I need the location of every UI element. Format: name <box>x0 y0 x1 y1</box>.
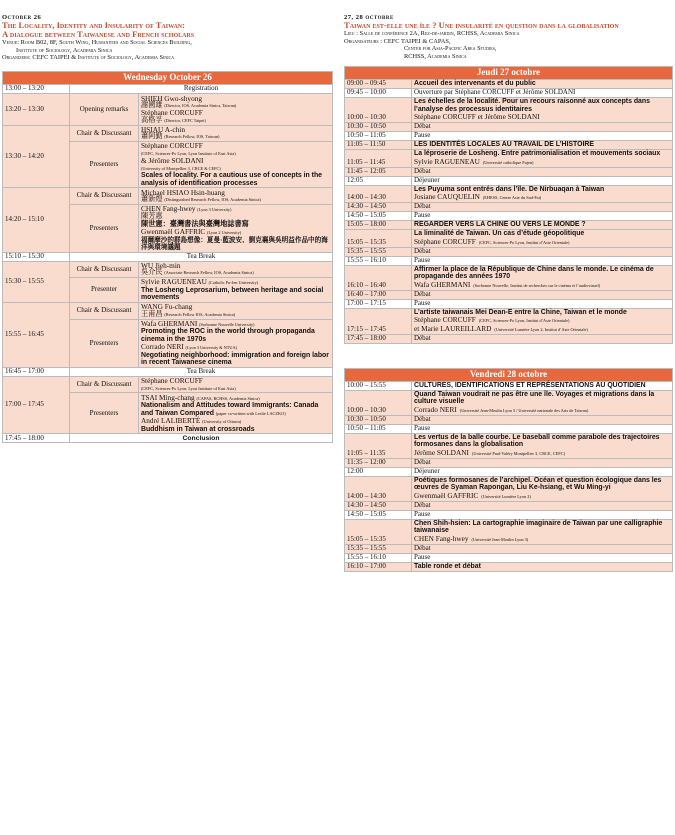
speaker-cell <box>139 303 333 319</box>
schedule-row <box>345 212 673 221</box>
schedule-row <box>345 467 673 476</box>
session-title: Table ronde et débat <box>414 562 481 570</box>
speaker-name: Corrado NERI <box>414 404 457 414</box>
speaker-line <box>414 492 670 500</box>
session-cell <box>412 221 673 230</box>
schedule-row <box>345 458 673 467</box>
speaker-affiliation: (CEFC, Sciences-Po Lyon, Institut d’Asie Orientale) <box>478 239 570 245</box>
schedule-row <box>345 167 673 176</box>
time-cell: 10:00 – 15:55 <box>345 381 412 390</box>
right-date: 27, 28 octobre <box>344 14 394 21</box>
right-organizers-line2: Center for Asia-Pacific Area Studies, <box>404 45 497 53</box>
talk-title: Scales of locality. For a cautious use of concepts in the analysis of identification processes <box>141 172 322 187</box>
speaker-affiliation: (Lyon 3 University) <box>197 207 232 213</box>
role-label: Opening remarks <box>70 94 139 126</box>
speaker-affiliation: (CEFC, Sciences-Po Lyon, Lyon Institute of East Asia) <box>141 385 236 391</box>
time-cell: 12:00 <box>345 467 412 476</box>
session-label: Débat <box>414 457 431 466</box>
time-cell: 11:05 – 11:45 <box>345 150 412 168</box>
time-cell: 11:05 – 11:50 <box>345 140 412 149</box>
speaker-name: SHIEH Gwo-shyong <box>141 93 203 103</box>
session-cell <box>412 150 673 168</box>
session-cell <box>412 415 673 424</box>
time-cell: 14:50 – 15:05 <box>345 510 412 519</box>
schedule-row <box>345 79 673 88</box>
session-cell <box>412 544 673 553</box>
speaker-affiliation: (EHESS, Centre Asie du Sud-Est) <box>482 195 542 201</box>
break-label: Tea Break <box>70 367 333 376</box>
schedule-row <box>345 334 673 343</box>
speaker-chinese-name: 吳介民 <box>141 268 163 277</box>
registration-label: Registration <box>70 85 333 94</box>
session-title: Quand Taiwan voudrait ne pas être une île. Voyages et migrations dans la culture visuelle <box>414 390 655 406</box>
time-cell: 10:00 – 10:30 <box>345 97 412 122</box>
jeudi-rows <box>345 79 673 343</box>
speaker-name: Stéphane CORCUFF <box>141 141 203 151</box>
speaker-cell <box>139 376 333 392</box>
session-cell <box>412 167 673 176</box>
time-cell: 15:05 – 15:35 <box>345 230 412 248</box>
time-cell: 15:55 – 16:45 <box>3 303 70 368</box>
session-title: LES IDENTITÉS LOCALES AU TRAVAIL DE L’HISTOIRE <box>414 141 594 149</box>
speaker-name: et Marie LAUREILLARD <box>414 323 492 333</box>
speaker-line <box>414 535 670 543</box>
session-title: Chen Shih-hsien: La cartographie imaginaire de Taiwan par une calligraphie taiwanaise <box>414 519 663 535</box>
time-cell: 10:50 – 11:05 <box>345 424 412 433</box>
speaker-affiliation: (University of Montpellier 3, CRCE & CEFC) <box>141 165 221 171</box>
speaker-affiliation: (Distinguished Research Fellow, IOS, Academia Sinica) <box>164 197 261 203</box>
time-cell: 11:45 – 12:05 <box>345 167 412 176</box>
conclusion-label: Conclusion <box>70 434 333 443</box>
speaker-line <box>414 449 670 457</box>
time-cell: 16:45 – 17:00 <box>3 367 70 376</box>
speaker-cell <box>139 188 333 204</box>
speaker-name: Stéphane CORCUFF <box>141 376 203 386</box>
speaker-line <box>414 113 670 121</box>
speaker-name: WU Jieh-min <box>141 261 181 271</box>
session-cell <box>412 290 673 299</box>
speaker-name: Jérôme SOLDANI <box>414 447 469 457</box>
speaker-line <box>414 325 670 333</box>
time-cell: 12:05 <box>345 176 412 185</box>
session-title: La liminalité de Taiwan. Un cas d’étude géopolitique <box>414 230 585 238</box>
left-title-line1: The Locality, Identity and Insularity of Taiwan: <box>2 20 185 30</box>
time-cell: 11:35 – 12:00 <box>345 458 412 467</box>
presentation-cell <box>139 142 333 188</box>
speaker-name: Sylvie RAGUENEAU <box>414 156 480 166</box>
speaker-name: Sylvie RAGUENEAU <box>141 277 207 287</box>
time-cell: 16:40 – 17:00 <box>345 290 412 299</box>
time-cell: 17:00 – 17:45 <box>3 376 70 433</box>
schedule-row <box>345 381 673 390</box>
role-label: Presenters <box>70 319 139 367</box>
speaker-chinese-name: 陳芳惠 <box>141 212 163 221</box>
speaker-chinese-name: 王甫昌 <box>141 309 163 318</box>
session-label: Pause <box>414 298 431 307</box>
session-cell <box>412 88 673 97</box>
speaker-name: Corrado NERI <box>141 342 184 352</box>
session-cell <box>412 79 673 88</box>
talk-title: Promoting the ROC in the world through propaganda cinema in the 1970s <box>141 328 315 343</box>
session-title: Affirmer la place de la République de Chine dans le monde. Le cinéma de propagande des années 1970 <box>414 265 654 281</box>
time-cell: 16:10 – 17:00 <box>345 562 412 571</box>
time-cell: 10:00 – 10:30 <box>345 390 412 415</box>
session-label: Débat <box>414 500 431 509</box>
session-cell <box>412 203 673 212</box>
speaker-name: WANG Fu-chang <box>141 302 193 312</box>
session-title: L’artiste taiwanais Mei Dean-E entre la Chine, Taiwan et le monde <box>414 308 627 316</box>
speaker-chinese-name: 高格孚 <box>141 115 163 124</box>
schedule-row <box>345 256 673 265</box>
schedule-row <box>345 203 673 212</box>
speaker-affiliation: (CAPAS, RCHSS, Academia Sinica) <box>196 395 260 401</box>
schedule-row <box>345 122 673 131</box>
time-cell: 13:20 – 13:30 <box>3 94 70 126</box>
session-cell <box>412 185 673 203</box>
session-cell <box>412 97 673 122</box>
time-cell: 14:20 – 15:10 <box>3 188 70 252</box>
schedule-row <box>345 553 673 562</box>
session-label: Pause <box>414 131 431 140</box>
session-cell <box>412 553 673 562</box>
session-label: Déjeuner <box>414 466 440 475</box>
session-cell <box>412 308 673 334</box>
time-cell: 17:45 – 18:00 <box>3 434 70 443</box>
time-cell: 11:05 – 11:35 <box>345 433 412 458</box>
role-label: Presenters <box>70 204 139 252</box>
right-organizers-line3: RCHSS, Academia Sinica <box>404 53 467 61</box>
schedule-row <box>345 562 673 571</box>
speaker-name: Stéphane CORCUFF <box>141 108 203 118</box>
session-cell <box>412 467 673 476</box>
speaker-cell <box>139 125 333 141</box>
presentation-cell <box>139 319 333 367</box>
schedule-row <box>345 510 673 519</box>
session-cell <box>412 501 673 510</box>
speaker-affiliation: (Sorbonne Nouvelle University) <box>199 321 255 327</box>
session-cell <box>412 247 673 256</box>
session-cell <box>412 390 673 415</box>
time-cell: 13:00 – 13:20 <box>3 85 70 94</box>
session-cell <box>412 131 673 140</box>
session-cell <box>412 334 673 343</box>
time-cell: 17:00 – 17:15 <box>345 299 412 308</box>
speaker-chinese-name: 謝國雄 <box>141 101 163 109</box>
session-label: Débat <box>414 166 431 175</box>
talk-title: Nationalism and Attitudes toward Immigrants: Canada and Taiwan Compared <box>141 402 319 417</box>
left-venue-line2: Institute of Sociology, Academia Sinica <box>16 46 113 54</box>
time-cell: 15:05 – 18:00 <box>345 221 412 230</box>
speaker-name: Wafa GHERMANI <box>141 318 198 328</box>
speaker-affiliation: (Université Lumière Lyon 2, Institut d’Asie Orientale) <box>494 326 588 332</box>
session-cell <box>412 176 673 185</box>
speaker-affiliation: (Lyon 3 University & NTUA) <box>185 345 238 351</box>
time-cell: 15:05 – 15:35 <box>345 519 412 544</box>
session-title: Accueil des intervenants et du public <box>414 80 536 88</box>
speaker-line <box>414 158 670 166</box>
session-label: Déjeuner <box>414 175 440 184</box>
time-cell: 14:50 – 15:05 <box>345 212 412 221</box>
session-cell <box>412 562 673 571</box>
speaker-name: Gwenmaël GAFFRIC <box>414 490 479 500</box>
speaker-affiliation: (Université Paul-Valéry Montpellier 3, CRCE, CEFC) <box>471 450 565 456</box>
presentation-cell <box>139 278 333 303</box>
schedule-row <box>345 97 673 122</box>
speaker-chinese-name: 蕭阿勤 <box>141 132 163 141</box>
day-header-jeudi: Jeudi 27 octobre <box>345 66 673 79</box>
schedule-row <box>345 131 673 140</box>
session-label: Débat <box>414 414 431 423</box>
role-label: Chair & Discussant <box>70 188 139 204</box>
speaker-affiliation: (Director, CEFC Taipei) <box>164 117 206 123</box>
speaker-affiliation: (Université catholique Fujen) <box>482 159 534 165</box>
speaker-name: Michael HSIAO Hsin-huang <box>141 187 225 197</box>
role-label: Chair & Discussant <box>70 125 139 141</box>
right-title: Taiwan est-elle une île ? Une insularité en question dans la globalisation <box>344 20 619 30</box>
speaker-affiliation: (Université Jean-Moulin Lyon 3) <box>471 536 529 542</box>
schedule-row <box>345 230 673 248</box>
speaker-line <box>414 281 670 289</box>
session-label: Débat <box>414 289 431 298</box>
session-title: Les échelles de la localité. Pour un recours raisonné aux concepts dans l’analyse des processus identitaires <box>414 98 650 113</box>
french-program <box>344 4 673 572</box>
schedule-row <box>345 299 673 308</box>
session-title: Les Puyuma sont entrés dans l’île. De Nirbuaqan à Taiwan <box>414 185 605 193</box>
speaker-name: André LALIBERTÉ <box>141 416 201 426</box>
session-cell <box>412 140 673 149</box>
session-cell <box>412 476 673 501</box>
session-title: CULTURES, IDENTIFICATIONS ET REPRÉSENTATIONS AU QUOTIDIEN <box>414 381 646 389</box>
speaker-affiliation: (CEFC, Sciences-Po Lyon, Institut d’Asie Orientale) <box>478 318 570 324</box>
speaker-affiliation: (Sorbonne Nouvelle, Institut de recherches sur le cinéma et l’audiovisuel) <box>473 282 601 288</box>
session-cell <box>412 510 673 519</box>
speaker-affiliation: (Université Jean-Moulin Lyon 3 / Université nationale des Arts de Taiwan) <box>459 407 589 413</box>
vendredi-schedule <box>344 368 673 572</box>
schedule-row <box>345 265 673 290</box>
talk-title: 陳世憲：臺灣書法與臺灣地誌書寫 <box>141 219 249 228</box>
speaker-affiliation: (Director, IOS, Academia Sinica, Taiwan) <box>164 103 237 108</box>
schedule-row <box>345 140 673 149</box>
session-label: Pause <box>414 423 431 432</box>
session-cell <box>412 381 673 390</box>
session-cell <box>412 230 673 248</box>
time-cell: 10:50 – 11:05 <box>345 131 412 140</box>
role-label: Chair & Discussant <box>70 303 139 319</box>
session-title: REGARDER VERS LA CHINE OU VERS LE MONDE ? <box>414 221 586 229</box>
session-label: Débat <box>414 246 431 255</box>
session-label: Pause <box>414 552 431 561</box>
role-label: Chair & Discussant <box>70 376 139 392</box>
speaker-chinese-name: 蕭新煌 <box>141 195 163 204</box>
schedule-row <box>345 185 673 203</box>
right-organizers: Organisateurs : CEFC TAIPEI & CAPAS, <box>344 37 451 45</box>
speaker-cell <box>139 261 333 277</box>
left-organizers: Organizers: CEFC TAIPEI & Institute of Sociology, Academia Sinica <box>2 54 175 62</box>
role-label: Chair & Discussant <box>70 261 139 277</box>
schedule-row <box>345 415 673 424</box>
session-label: Débat <box>414 333 431 342</box>
schedule-row <box>345 150 673 168</box>
schedule-row <box>345 247 673 256</box>
jeudi-schedule <box>344 66 673 344</box>
english-program <box>2 4 333 443</box>
session-label: Débat <box>414 202 431 211</box>
speaker-affiliation: (Research Fellow IOS, Academia Sinica) <box>164 311 236 317</box>
session-cell <box>412 519 673 544</box>
schedule-row <box>345 476 673 501</box>
schedule-row <box>345 519 673 544</box>
speaker-name: Stéphane CORCUFF <box>414 315 476 325</box>
schedule-row <box>345 290 673 299</box>
speaker-affiliation: (University of Ottawa) <box>202 419 242 425</box>
speaker-name: TSAI Ming-chang <box>141 392 195 402</box>
time-cell: 09:45 – 10:00 <box>345 88 412 97</box>
talk-title: 福爾摩沙的群島想像：夏曼·藍波安、劉克襄與吳明益作品中的海洋與環境議題 <box>141 236 328 252</box>
time-cell: 15:55 – 16:10 <box>345 256 412 265</box>
session-cell <box>412 424 673 433</box>
time-cell: 14:30 – 14:50 <box>345 501 412 510</box>
time-cell: 14:30 – 14:50 <box>345 203 412 212</box>
speaker-affiliation: (Lyon 2 University) <box>207 230 242 236</box>
time-cell: 15:30 – 15:55 <box>3 261 70 302</box>
schedule-row <box>345 176 673 185</box>
presentation-cell <box>139 204 333 252</box>
time-cell: 10:30 – 10:50 <box>345 122 412 131</box>
time-cell: 15:35 – 15:55 <box>345 544 412 553</box>
wednesday-schedule <box>2 71 333 443</box>
speaker-affiliation: (Research Fellow, IOS, Taiwan) <box>164 134 220 140</box>
time-cell: 14:00 – 14:30 <box>345 185 412 203</box>
session-label: Débat <box>414 122 431 131</box>
session-cell <box>412 212 673 221</box>
time-cell: 15:10 – 15:30 <box>3 252 70 261</box>
schedule-row <box>345 88 673 97</box>
day-header-wednesday: Wednesday October 26 <box>3 72 333 85</box>
speaker-name: Stéphane CORCUFF <box>414 236 476 246</box>
speaker-name: Stéphane CORCUFF et Jérôme SOLDANI <box>414 112 540 122</box>
session-label: Pause <box>414 509 431 518</box>
speaker-name: Josiane CAUQUELIN <box>414 192 480 202</box>
time-cell: 09:00 – 09:45 <box>345 79 412 88</box>
role-label: Presenters <box>70 393 139 434</box>
speaker-name: & Jérôme SOLDANI <box>141 156 204 166</box>
speaker-name: Gwenmaël GAFFRIC <box>141 227 206 237</box>
schedule-row <box>345 424 673 433</box>
session-title: Poétiques formosanes de l’archipel. Océan et question écologique dans les œuvres de Syaman Rapongan, Liu Ke-hsiang, et Wu Ming-yi <box>414 476 662 492</box>
speaker-affiliation: (Catholic Fu-Jen University) <box>208 280 259 286</box>
session-label: Débat <box>414 543 431 552</box>
speaker-name: HSIAU A-chin <box>141 125 185 134</box>
time-cell: 13:30 – 14:20 <box>3 125 70 188</box>
session-title: La léproserie de Losheng. Entre patrimonialisation et mouvements sociaux <box>414 150 661 158</box>
session-label: Ouverture par Stéphane CORCUFF et Jérôme SOLDANI <box>414 88 576 97</box>
presentation-cell <box>139 393 333 434</box>
left-date: October 26 <box>2 14 42 21</box>
session-cell <box>412 256 673 265</box>
time-cell: 14:00 – 14:30 <box>345 476 412 501</box>
time-cell: 17:45 – 18:00 <box>345 334 412 343</box>
schedule-row <box>345 433 673 458</box>
speaker-name: Wafa GHERMANI <box>414 279 471 289</box>
speaker-cell <box>139 94 333 126</box>
time-cell: 15:35 – 15:55 <box>345 247 412 256</box>
speaker-affiliation: (Associate Research Fellow, IOS, Academia Sinica) <box>164 270 254 276</box>
vendredi-rows <box>345 381 673 571</box>
talk-title: Negotiating neighborhood: immigration and foreign labor in recent Taiwanese cinema <box>141 351 329 367</box>
right-venue: Lieu : Salle de conférence 2A, Rez-de-jardin, RCHSS, Academia Sinica <box>344 30 520 37</box>
speaker-line <box>414 238 670 246</box>
time-cell: 15:55 – 16:10 <box>345 553 412 562</box>
session-cell <box>412 458 673 467</box>
session-label: Pause <box>414 255 431 264</box>
speaker-affiliation: (CEFC, Sciences-Po Lyon, Lyon Institute of East Asia) <box>141 150 236 156</box>
schedule-row <box>345 544 673 553</box>
talk-title: Buddhism in Taiwan at crossroads <box>141 425 255 433</box>
speaker-affiliation: (Université Lumière Lyon 2) <box>481 493 531 499</box>
role-label: Presenter <box>70 278 139 303</box>
speaker-line <box>414 193 670 201</box>
talk-title: The Losheng Leprosarium, between heritage and social movements <box>141 286 324 302</box>
speaker-name: CHEN Fang-hwey <box>414 533 469 543</box>
session-label: Pause <box>414 211 431 220</box>
session-cell <box>412 299 673 308</box>
left-title-line2: A dialogue between Taiwanese and French scholars <box>2 29 195 39</box>
speaker-name: CHEN Fang-hwey <box>141 204 196 214</box>
break-label: Tea Break <box>70 252 333 261</box>
session-cell <box>412 265 673 290</box>
coauthor-note: (paper co-written with Leslie LACZKO) <box>215 410 286 416</box>
session-title: Les vertus de la balle courbe. Le baseball comme parabole des trajectoires formosanes dans la globalisation <box>414 433 660 449</box>
schedule-row <box>345 221 673 230</box>
role-label: Presenters <box>70 142 139 188</box>
time-cell: 10:30 – 10:50 <box>345 415 412 424</box>
time-cell: 17:15 – 17:45 <box>345 308 412 334</box>
day-header-vendredi: Vendredi 28 octobre <box>345 368 673 381</box>
session-cell <box>412 122 673 131</box>
left-venue: Venue: Room B02, 8F, South Wing, Humanities and Social Sciences Building, <box>2 39 192 46</box>
schedule-row <box>345 390 673 415</box>
schedule-row <box>345 308 673 334</box>
speaker-line <box>414 406 670 414</box>
schedule-row <box>345 501 673 510</box>
session-cell <box>412 433 673 458</box>
time-cell: 16:10 – 16:40 <box>345 265 412 290</box>
